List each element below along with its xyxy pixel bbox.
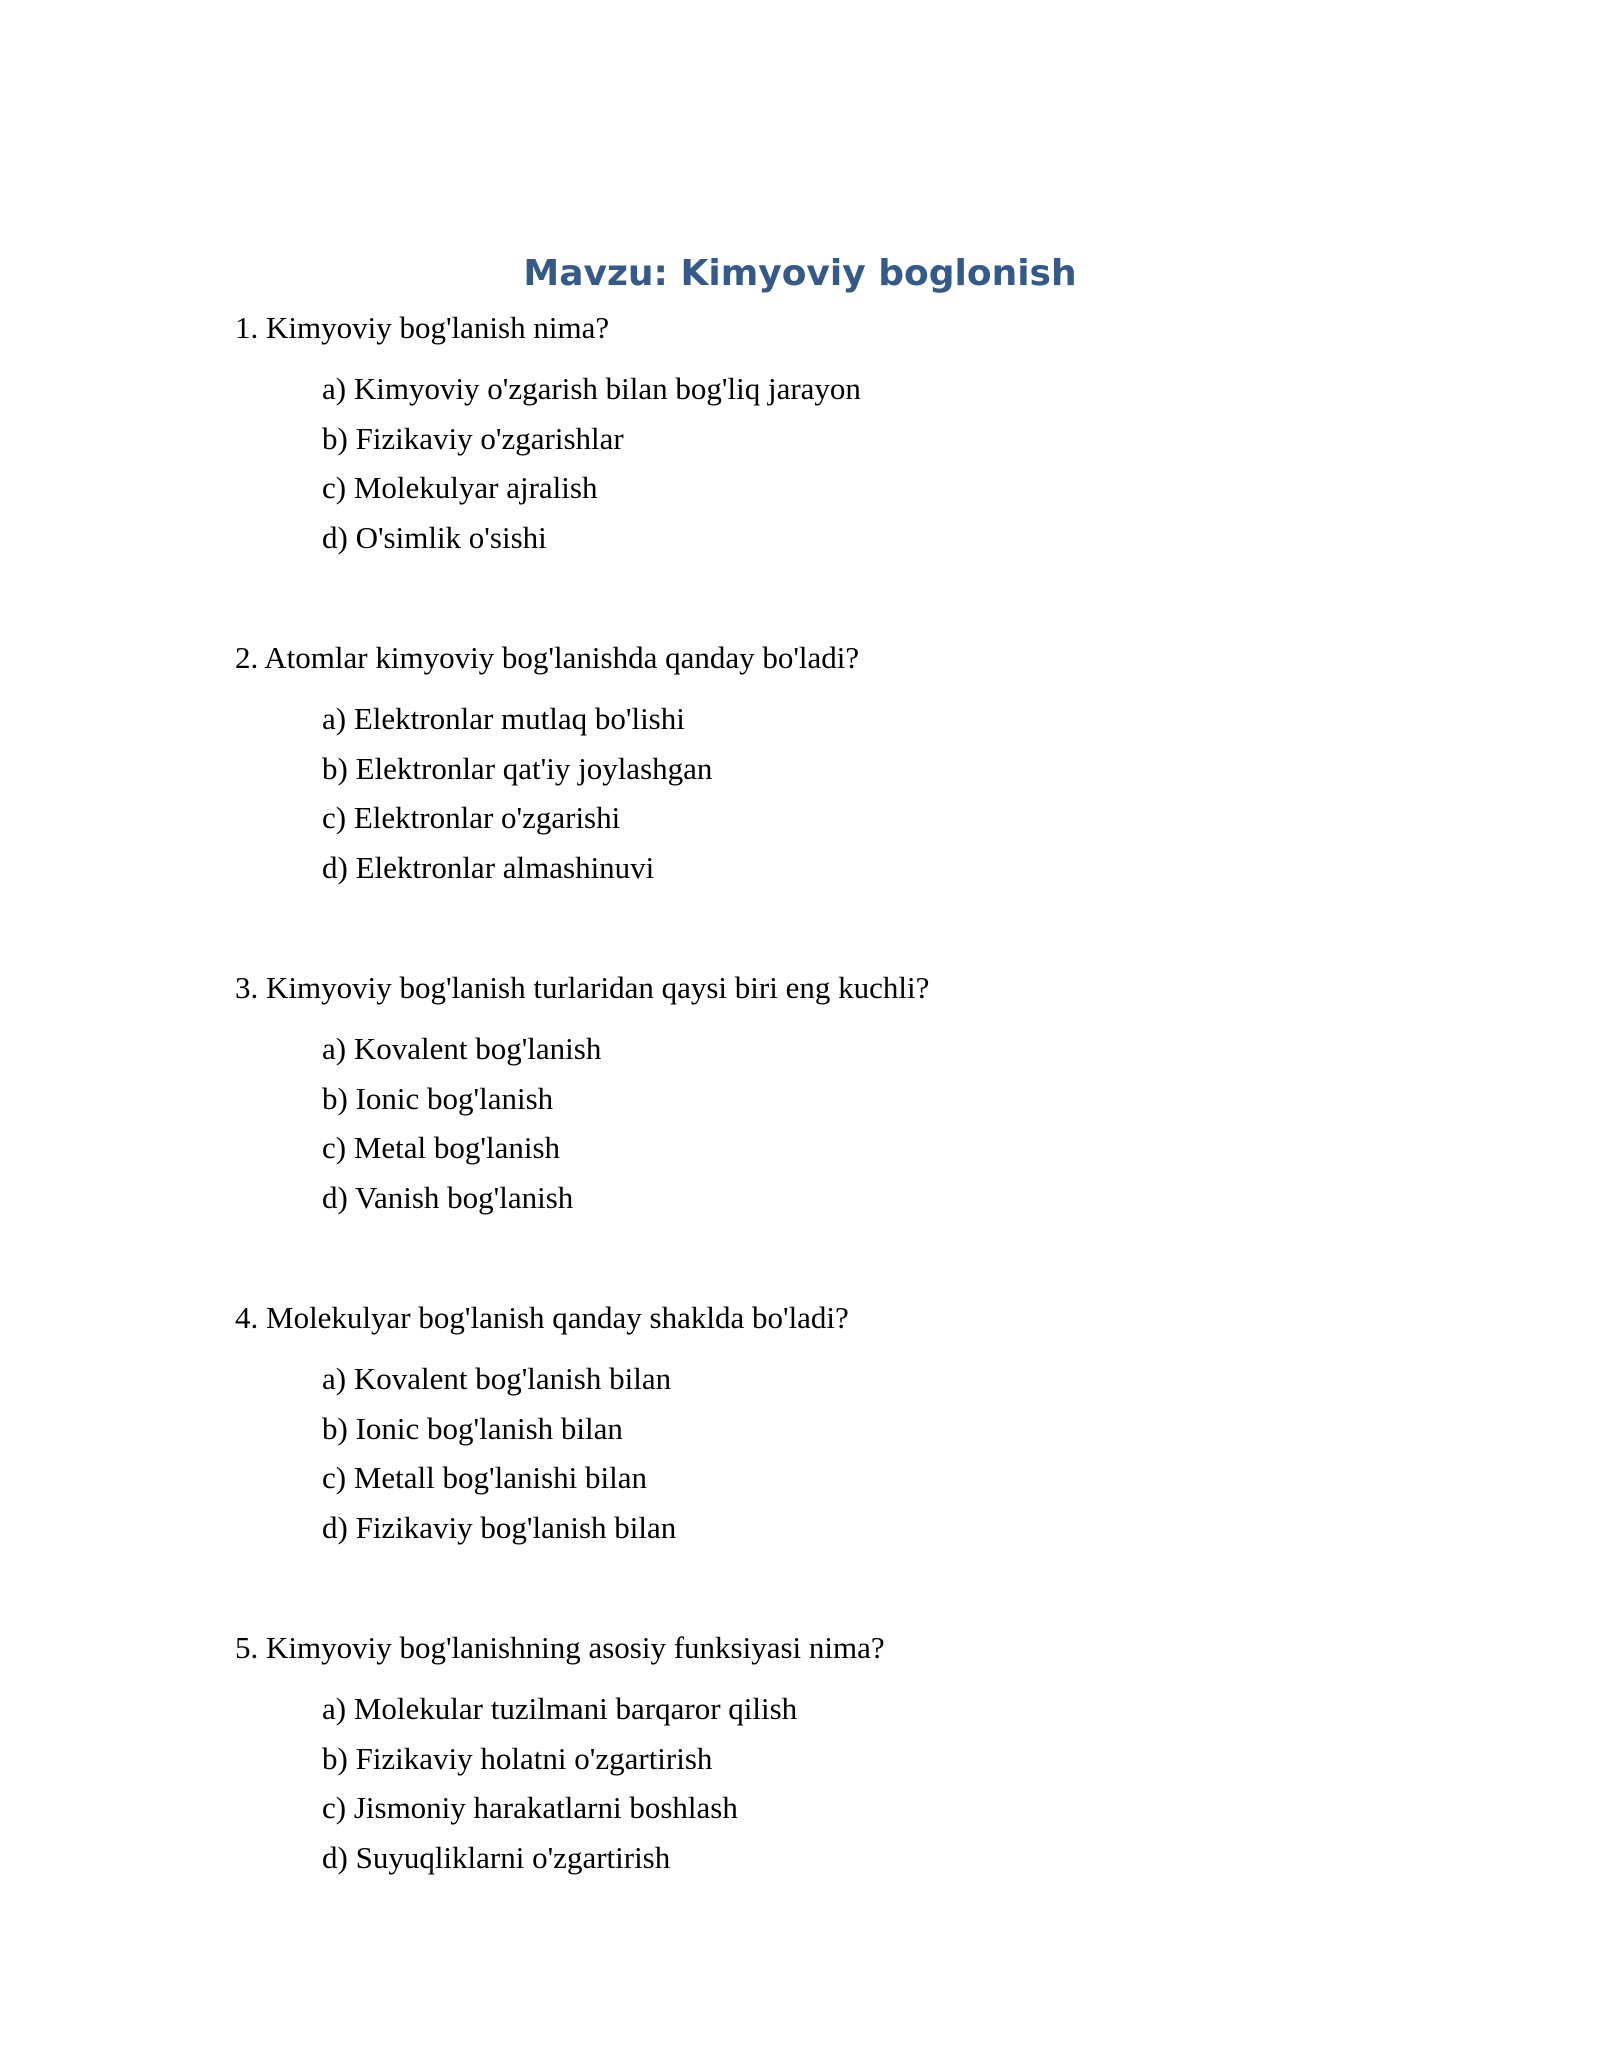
answer-option: d) Vanish bog'lanish bbox=[322, 1179, 574, 1215]
answer-option: c) Jismoniy harakatlarni boshlash bbox=[322, 1790, 738, 1825]
answer-option: d) Elektronlar almashinuvi bbox=[322, 849, 655, 885]
answer-option: c) Metal bog'lanish bbox=[322, 1130, 561, 1165]
answer-option: b) Ionic bog'lanish bilan bbox=[322, 1410, 623, 1446]
answer-option: a) Elektronlar mutlaq bo'lishi bbox=[322, 701, 685, 736]
answer-options bbox=[235, 694, 1435, 892]
question-item bbox=[235, 966, 1435, 1222]
answer-option: a) Molekular tuzilmani barqaror qilish bbox=[322, 1691, 798, 1726]
answer-options bbox=[235, 1354, 1435, 1552]
question-list bbox=[235, 306, 1435, 1956]
question-text: 2. Atomlar kimyoviy bog'lanishda qanday bo'ladi? bbox=[235, 640, 860, 675]
question-text: 3. Kimyoviy bog'lanish turlaridan qaysi biri eng kuchli? bbox=[235, 970, 930, 1005]
answer-option: c) Metall bog'lanishi bilan bbox=[322, 1460, 647, 1495]
question-item bbox=[235, 1296, 1435, 1552]
answer-option: d) Suyuqliklarni o'zgartirish bbox=[322, 1839, 671, 1875]
answer-option: b) Fizikaviy holatni o'zgartirish bbox=[322, 1740, 713, 1776]
document-title: Mavzu: Kimyoviy boglonish bbox=[523, 253, 1077, 294]
answer-options bbox=[235, 1684, 1435, 1882]
answer-option: c) Elektronlar o'zgarishi bbox=[322, 800, 621, 835]
answer-option: a) Kimyoviy o'zgarish bilan bog'liq jarayon bbox=[322, 371, 861, 406]
answer-option: d) Fizikaviy bog'lanish bilan bbox=[322, 1509, 677, 1545]
question-text: 5. Kimyoviy bog'lanishning asosiy funksiyasi nima? bbox=[235, 1630, 885, 1665]
answer-option: c) Molekulyar ajralish bbox=[322, 470, 598, 505]
answer-option: a) Kovalent bog'lanish bbox=[322, 1031, 602, 1066]
answer-option: a) Kovalent bog'lanish bilan bbox=[322, 1361, 672, 1396]
answer-option: d) O'simlik o'sishi bbox=[322, 519, 547, 555]
question-text: 1. Kimyoviy bog'lanish nima? bbox=[235, 310, 610, 345]
question-item bbox=[235, 306, 1435, 562]
answer-options bbox=[235, 1024, 1435, 1222]
answer-option: b) Fizikaviy o'zgarishlar bbox=[322, 420, 624, 456]
question-text: 4. Molekulyar bog'lanish qanday shaklda bo'ladi? bbox=[235, 1300, 849, 1335]
answer-option: b) Ionic bog'lanish bbox=[322, 1080, 554, 1116]
answer-options bbox=[235, 364, 1435, 562]
answer-option: b) Elektronlar qat'iy joylashgan bbox=[322, 750, 713, 786]
question-item bbox=[235, 636, 1435, 892]
question-item bbox=[235, 1626, 1435, 1882]
